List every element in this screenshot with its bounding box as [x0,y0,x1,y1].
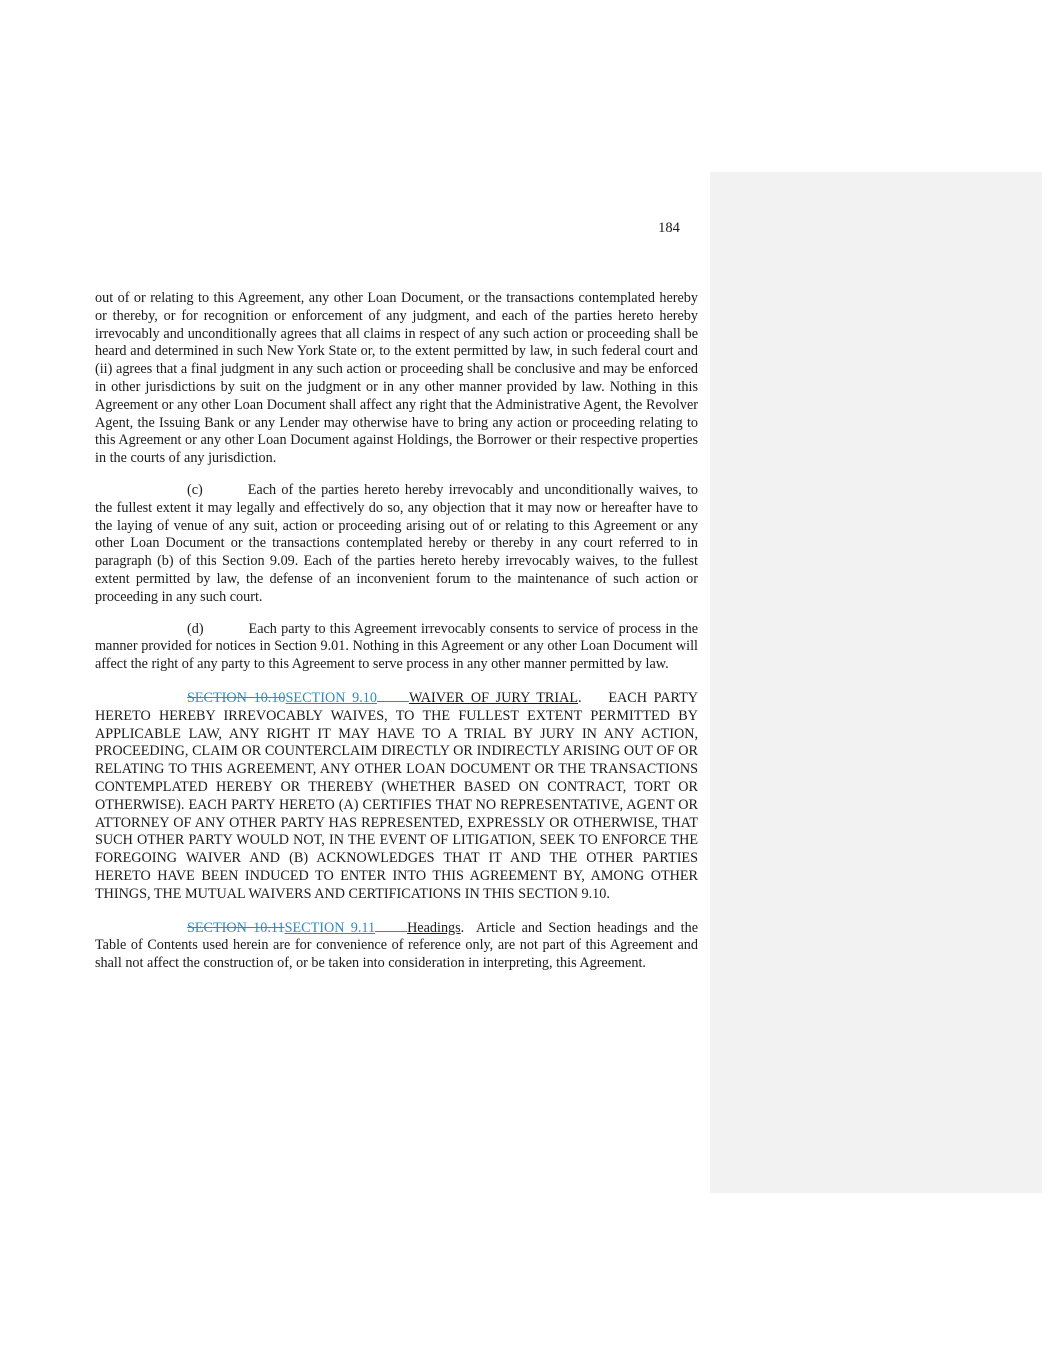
deleted-section-ref: SECTION 10.10 [187,689,286,706]
section-heading: WAIVER OF JURY TRIAL [408,689,579,706]
comment-pane [710,172,1042,1193]
inserted-section-ref: SECTION 9.11 [284,919,376,936]
page-number: 184 [658,220,680,236]
paragraph-c-label: (c) [187,481,203,498]
paragraph-d [95,621,698,674]
paragraph-c [95,482,698,607]
section-heading: Headings [407,919,461,936]
paragraph-continuation: out of or relating to this Agreement, any other Loan Document, or the transactions contemplated hereby or thereby, or for recognition or enforcement of any judgment, and each of the parties hereto hereby irrevocably and unconditionally agrees that all claims in respect of any such action or proceeding shall be heard and determined in such New York State or, to the extent permitted by law, in such federal court and (ii) agrees that a final judgment in any such action or proceeding shall be conclusive and may be enforced in other jurisdictions by suit on the judgment or in any other manner provided by law. Nothing in this Agreement or any other Loan Document shall affect any right that the Administrative Agent, the Revolver Agent, the Issuing Bank or any Lender may otherwise have to bring any action or proceeding relating to this Agreement or any other Loan Document against Holdings, the Borrower or their respective properties in the courts of any jurisdiction. [95,290,698,467]
inserted-section-ref: SECTION 9.10 [285,689,377,706]
document-body [95,290,698,987]
paragraph-d-label: (d) [187,620,204,637]
deleted-section-ref: SECTION 10.11 [187,919,285,936]
section-9-10-text: EACH PARTY HERETO HEREBY IRREVOCABLY WAIVES, TO THE FULLEST EXTENT PERMITTED BY APPLICABLE LAW, ANY RIGHT IT MAY HAVE TO A TRIAL BY JURY IN ANY ACTION, PROCEEDING, CLAIM OR COUNTERCLAIM DIRECTLY OR INDIRECTLY ARISING OUT OF OR RELATING TO THIS AGREEMENT, ANY OTHER LOAN DOCUMENT OR THE TRANSACTIONS CONTEMPLATED HEREBY OR THEREBY (WHETHER BASED ON CONTRACT, TORT OR OTHERWISE). EACH PARTY HERETO (A) CERTIFIES THAT NO REPRESENTATIVE, AGENT OR ATTORNEY OF ANY OTHER PARTY HAS REPRESENTED, EXPRESSLY OR OTHERWISE, THAT SUCH OTHER PARTY WOULD NOT, IN THE EVENT OF LITIGATION, SEEK TO ENFORCE THE FOREGOING WAIVER AND (B) ACKNOWLEDGES THAT IT AND THE OTHER PARTIES HERETO HAVE BEEN INDUCED TO ENTER INTO THIS AGREEMENT BY, AMONG OTHER THINGS, THE MUTUAL WAIVERS AND CERTIFICATIONS IN THIS SECTION 9.10. [95,689,699,902]
paragraph-d-text: Each party to this Agreement irrevocably consents to service of process in the manner provided for notices in Section 9.01. Nothing in this Agreement or any other Loan Document will affect the right of any party to this Agreement to serve process in any other manner permitted by law. [95,620,698,673]
section-9-11: SECTION 10.11SECTION 9.11 Headings. Article and Section headings and the Table of Contents used herein are for convenience of reference only, are not part of this Agreement and shall not affect the construction of, or be taken into consideration in interpreting, this Agreement. [95,919,698,972]
paragraph-c-text: Each of the parties hereto hereby irrevocably and unconditionally waives, to the fullest extent it may legally and effectively do so, any objection that it may now or hereafter have to the laying of venue of any suit, action or proceeding arising out of or relating to this Agreement or any other Loan Document or the transactions contemplated hereby or thereby in any court referred to in paragraph (b) of this Section 9.09. Each of the parties hereto hereby irrevocably waives, to the fullest extent permitted by law, the defense of an inconvenient forum to the maintenance of such action or proceeding in any such court. [95,481,698,605]
section-9-11-text: Article and Section headings and the Table of Contents used herein are for convenience of reference only, are not part of this Agreement and shall not affect the construction of, or be taken into consideration in interpreting, this Agreement. [95,919,698,972]
section-9-10: SECTION 10.10SECTION 9.10 WAIVER OF JURY TRIAL. EACH PARTY HERETO HEREBY IRREVOCABLY WAIVES, TO THE FULLEST EXTENT PERMITTED BY APPLICABLE LAW, ANY RIGHT IT MAY HAVE TO A TRIAL BY JURY IN ANY ACTION, PROCEEDING, CLAIM OR COUNTERCLAIM DIRECTLY OR INDIRECTLY ARISING OUT OF OR RELATING TO THIS AGREEMENT, ANY OTHER LOAN DOCUMENT OR THE TRANSACTIONS CONTEMPLATED HEREBY OR THEREBY (WHETHER BASED ON CONTRACT, TORT OR OTHERWISE). EACH PARTY HERETO (A) CERTIFIES THAT NO REPRESENTATIVE, AGENT OR ATTORNEY OF ANY OTHER PARTY HAS REPRESENTED, EXPRESSLY OR OTHERWISE, THAT SUCH OTHER PARTY WOULD NOT, IN THE EVENT OF LITIGATION, SEEK TO ENFORCE THE FOREGOING WAIVER AND (B) ACKNOWLEDGES THAT IT AND THE OTHER PARTIES HERETO HAVE BEEN INDUCED TO ENTER INTO THIS AGREEMENT BY, AMONG OTHER THINGS, THE MUTUAL WAIVERS AND CERTIFICATIONS IN THIS SECTION 9.10. [95,689,699,902]
